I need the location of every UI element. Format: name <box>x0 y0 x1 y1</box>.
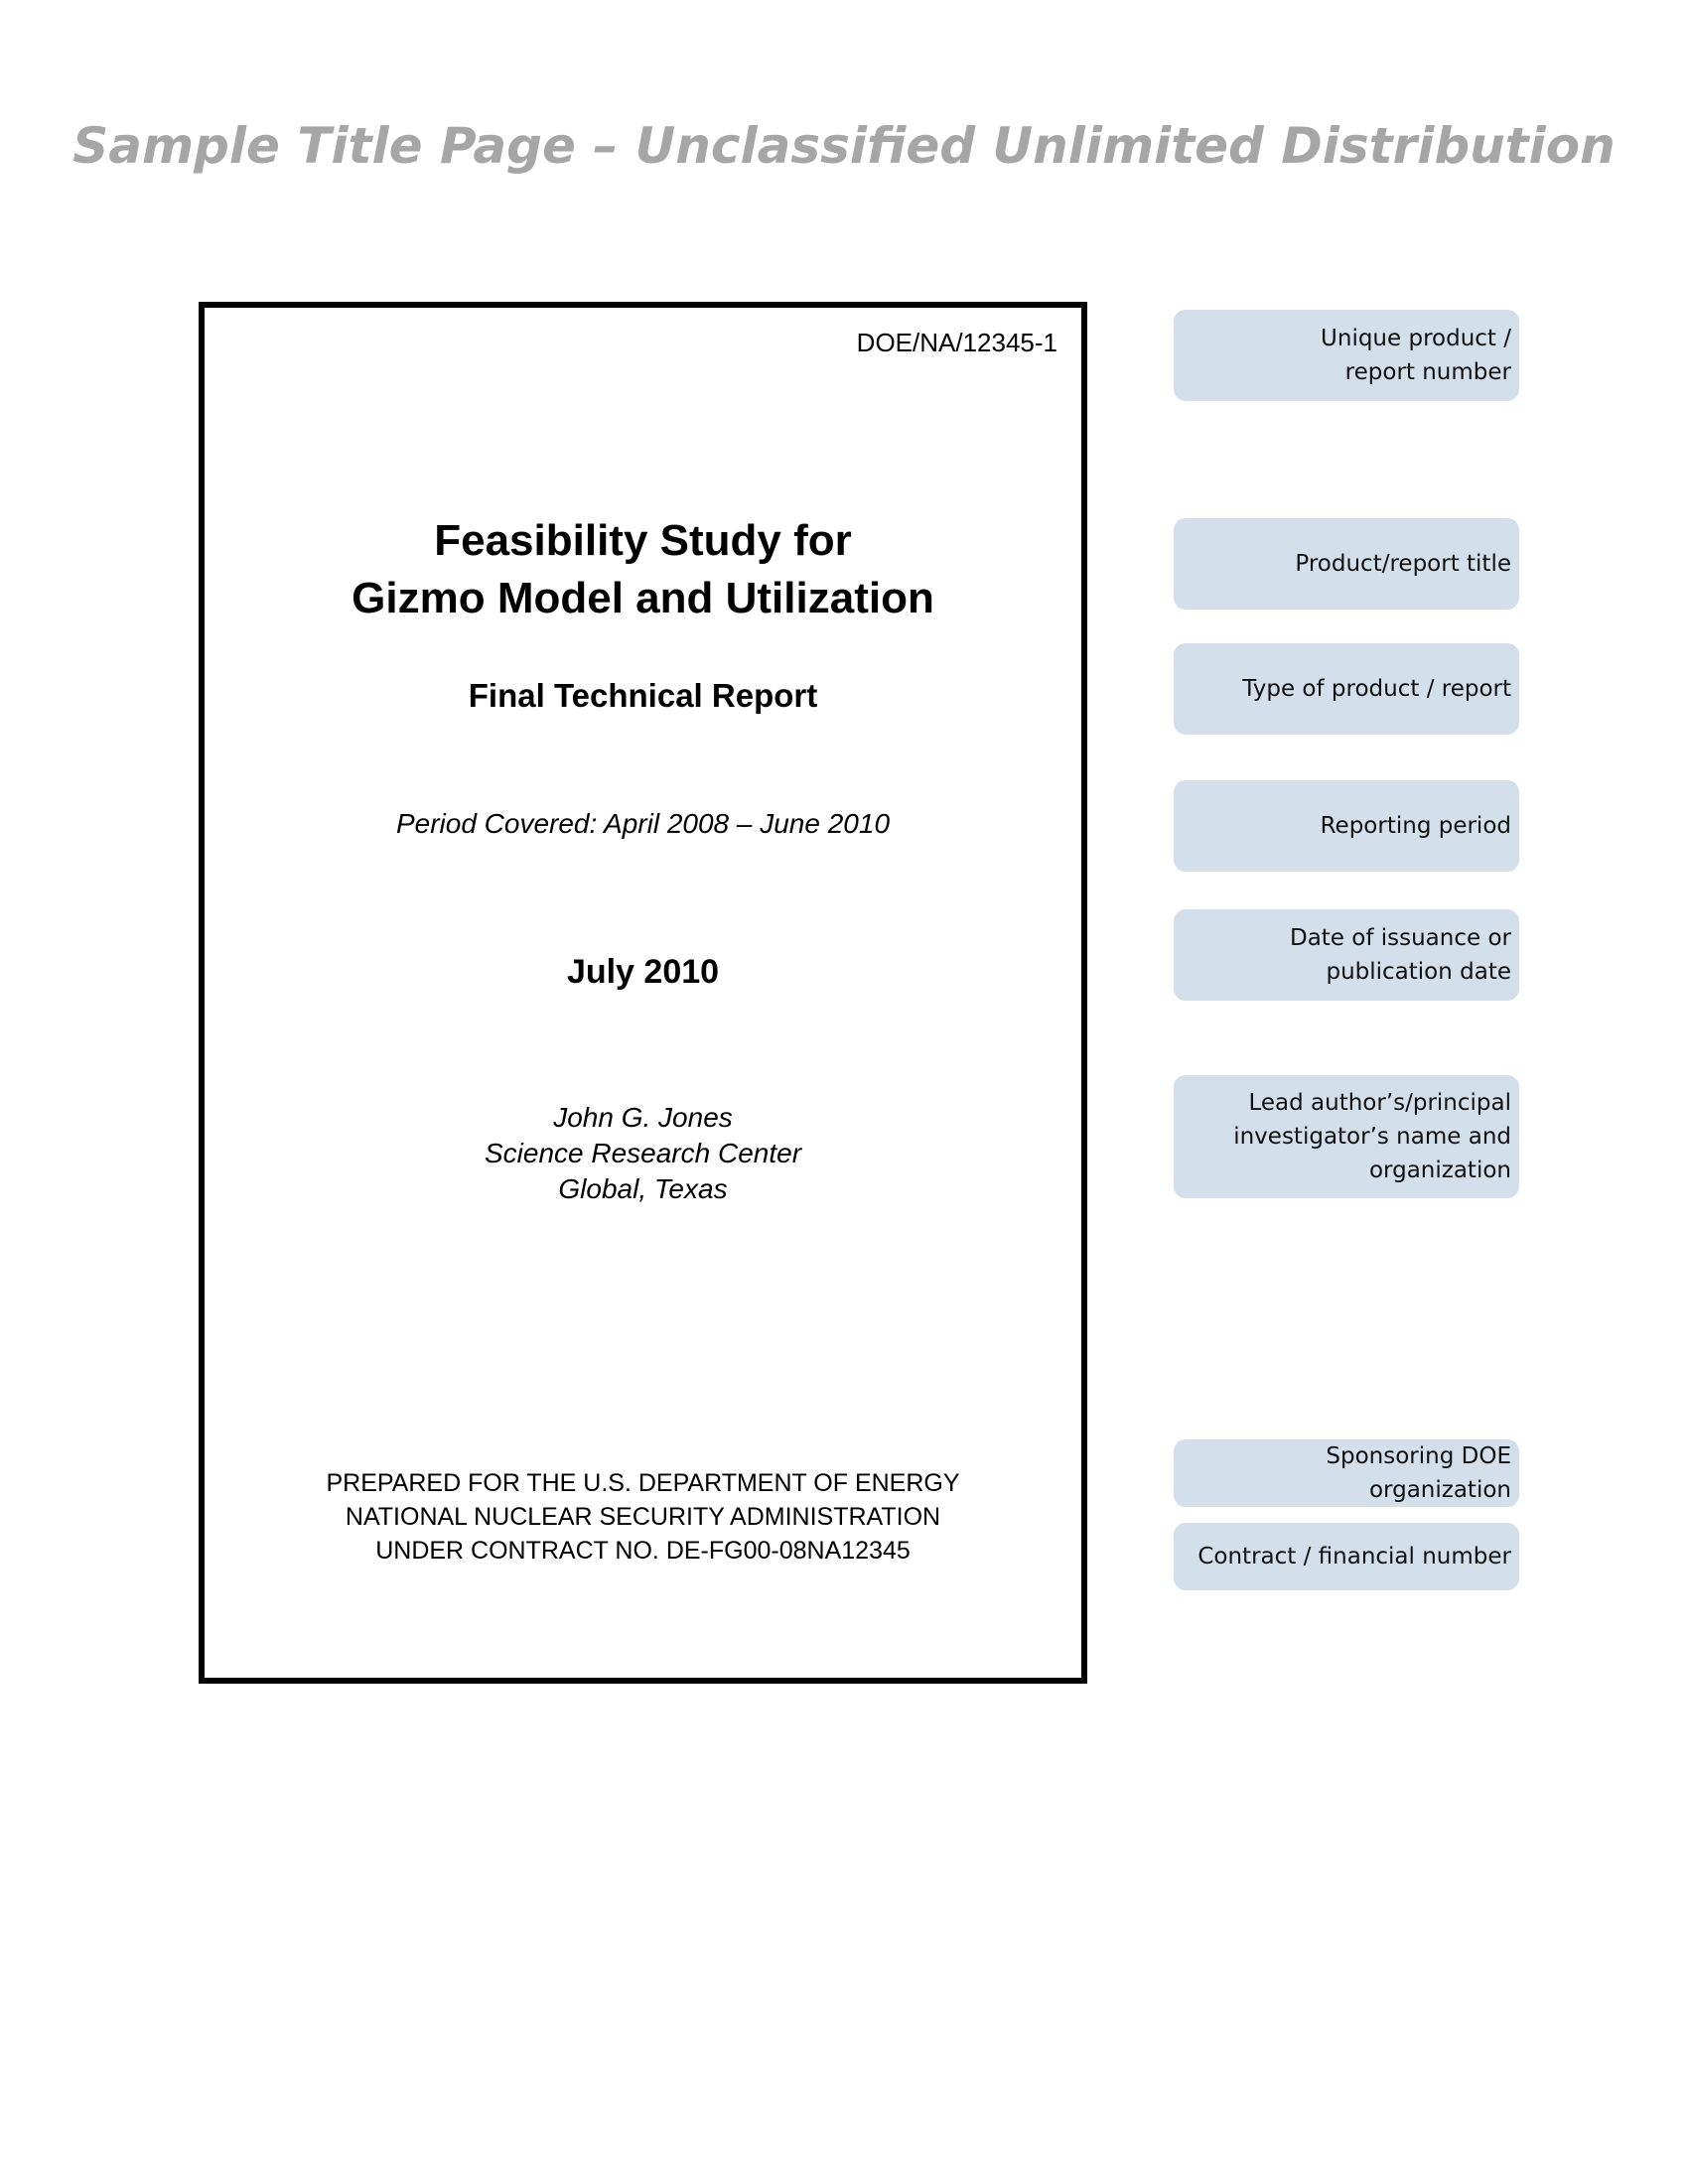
callout-author <box>1174 1075 1519 1198</box>
author-block <box>205 1100 1081 1207</box>
author-organization: Science Research Center <box>484 1138 802 1168</box>
reporting-period: Period Covered: April 2008 – June 2010 <box>395 808 891 839</box>
callout-sponsor-label: Sponsoring DOE organization <box>1326 1443 1511 1503</box>
callout-contract-label: Contract / financial number <box>1197 1544 1511 1570</box>
callout-title-label: Product/report title <box>1295 551 1511 577</box>
callout-type-label: Type of product / report <box>1242 676 1511 702</box>
callout-date <box>1174 909 1519 1001</box>
report-title-line-2: Gizmo Model and Utilization <box>352 574 934 622</box>
title-page-frame <box>199 302 1087 1684</box>
callout-report-number <box>1174 310 1519 401</box>
callout-period-label: Reporting period <box>1320 813 1511 839</box>
page-heading: Sample Title Page – Unclassified Unlimited Distribution <box>72 117 1616 175</box>
callout-report-number-label: Unique product / report number <box>1321 326 1511 385</box>
report-number: DOE/NA/12345-1 <box>856 328 1057 357</box>
sponsor-block <box>205 1466 1081 1568</box>
publication-date: July 2010 <box>566 953 720 991</box>
report-title-line-1: Feasibility Study for <box>434 516 852 565</box>
callout-type <box>1174 643 1519 735</box>
callout-author-label: Lead author’s/principal investigator’s name and organization <box>1233 1090 1511 1183</box>
callout-contract <box>1174 1523 1519 1590</box>
callout-sponsor <box>1174 1439 1519 1507</box>
contract-line: UNDER CONTRACT NO. DE-FG00-08NA12345 <box>375 1537 911 1565</box>
callout-period <box>1174 780 1519 872</box>
callout-date-label: Date of issuance or publication date <box>1289 925 1511 985</box>
sponsor-line-1: PREPARED FOR THE U.S. DEPARTMENT OF ENERGY <box>326 1469 960 1497</box>
sponsor-line-2: NATIONAL NUCLEAR SECURITY ADMINISTRATION <box>345 1503 941 1531</box>
report-type: Final Technical Report <box>468 677 818 714</box>
callout-title <box>1174 518 1519 610</box>
author-name: John G. Jones <box>553 1102 733 1133</box>
author-location: Global, Texas <box>558 1173 728 1204</box>
report-title <box>205 512 1081 627</box>
